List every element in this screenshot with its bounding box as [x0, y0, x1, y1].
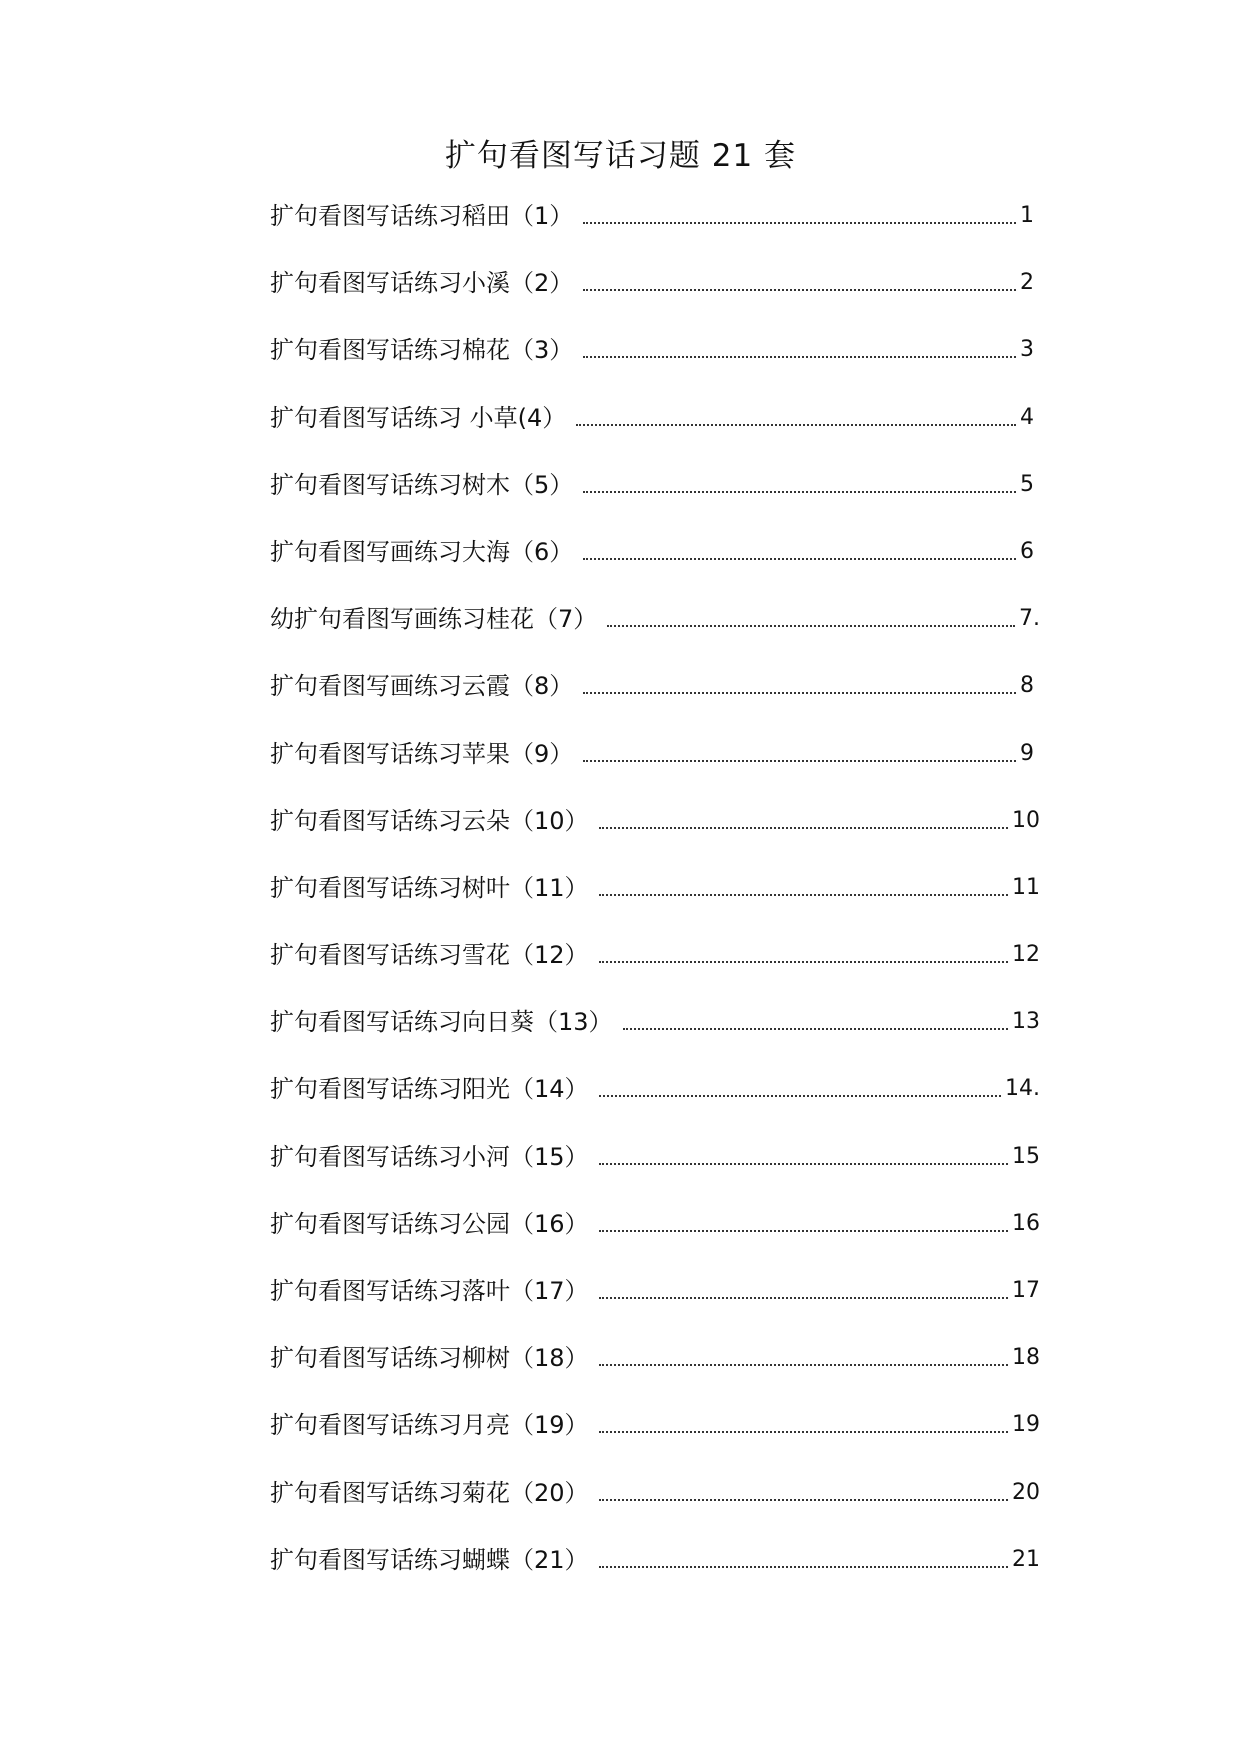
toc-entry-page: 17: [1012, 1278, 1040, 1303]
page-title: 扩句看图写话习题 21 套: [444, 138, 797, 174]
toc-entry: [270, 1544, 1040, 1611]
toc-entry: [270, 1342, 1040, 1409]
toc-entry-page: 2: [1020, 270, 1034, 296]
toc-entry: [270, 872, 1040, 939]
toc-leader-dots: [623, 1006, 1008, 1030]
table-of-contents: [270, 200, 1040, 1611]
toc-leader-dots: [583, 670, 1016, 694]
toc-entry: [270, 738, 1040, 805]
toc-entry-label: 扩句看图写话练习苹果（9）: [270, 739, 574, 768]
toc-entry-label: 扩句看图写话练习棉花（3）: [270, 336, 574, 365]
toc-entry-label: 扩句看图写话练习小河（15）: [270, 1142, 589, 1171]
toc-leader-dots: [583, 738, 1016, 762]
toc-entry-page: 1: [1020, 203, 1034, 228]
toc-leader-dots: [599, 1409, 1008, 1433]
toc-entry-page: 3: [1020, 337, 1034, 363]
toc-entry: [270, 1141, 1040, 1208]
toc-entry: [270, 603, 1040, 670]
toc-entry-page: 10: [1012, 807, 1040, 833]
toc-entry-label: 扩句看图写画练习云霞（8）: [270, 672, 574, 701]
toc-entry-label: 扩句看图写话练习向日葵（13）: [270, 1008, 613, 1037]
toc-entry: [270, 1275, 1040, 1342]
toc-entry-page: 6: [1020, 538, 1034, 564]
toc-entry: [270, 334, 1040, 401]
toc-entry-page: 16: [1012, 1210, 1040, 1236]
toc-entry-page: 8: [1020, 673, 1034, 699]
toc-entry-label: 扩句看图写画练习大海（6）: [270, 537, 574, 566]
toc-entry: [270, 805, 1040, 872]
toc-entry-page: 20: [1012, 1479, 1040, 1505]
toc-entry-page: 12: [1012, 942, 1040, 968]
toc-leader-dots: [599, 805, 1008, 829]
toc-leader-dots: [583, 536, 1016, 560]
toc-entry-label: 扩句看图写话练习落叶（17）: [270, 1277, 589, 1305]
toc-entry-page: 9: [1020, 740, 1034, 766]
toc-leader-dots: [599, 872, 1008, 896]
toc-entry: [270, 402, 1040, 469]
toc-leader-dots: [599, 939, 1008, 963]
toc-leader-dots: [599, 1275, 1008, 1299]
toc-leader-dots: [599, 1477, 1008, 1501]
toc-entry: [270, 1208, 1040, 1275]
toc-entry-page: 19: [1012, 1412, 1040, 1438]
toc-entry-label: 扩句看图写话练习树木（5）: [270, 470, 574, 499]
toc-leader-dots: [599, 1073, 1001, 1097]
toc-entry-label: 扩句看图写话练习 小草(4）: [270, 403, 567, 432]
toc-entry-label: 幼扩句看图写画练习桂花（7）: [270, 605, 598, 634]
toc-entry-page: 15: [1012, 1143, 1040, 1169]
toc-entry-label: 扩句看图写话练习阳光（14）: [270, 1075, 589, 1104]
toc-leader-dots: [599, 1141, 1008, 1165]
toc-leader-dots: [599, 1208, 1008, 1232]
toc-entry-page: 5: [1020, 471, 1034, 497]
toc-entry: [270, 267, 1040, 334]
toc-entry-page: 13: [1012, 1009, 1040, 1035]
toc-entry: [270, 670, 1040, 737]
toc-entry-label: 扩句看图写话练习公园（16）: [270, 1209, 589, 1238]
toc-entry-label: 扩句看图写话练习稻田（1）: [270, 202, 574, 230]
toc-entry-label: 扩句看图写话练习菊花（20）: [270, 1478, 589, 1507]
toc-entry: [270, 1006, 1040, 1073]
toc-entry-page: 18: [1012, 1345, 1040, 1371]
toc-leader-dots: [583, 334, 1016, 358]
toc-entry-page: 21: [1012, 1546, 1040, 1572]
toc-entry-label: 扩句看图写话练习云朵（10）: [270, 806, 589, 835]
toc-entry: [270, 200, 1040, 267]
toc-entry-label: 扩句看图写话练习小溪（2）: [270, 269, 574, 298]
toc-entry: [270, 1477, 1040, 1544]
toc-entry-label: 扩句看图写话练习柳树（18）: [270, 1344, 589, 1373]
toc-entry-label: 扩句看图写话练习月亮（19）: [270, 1411, 589, 1440]
toc-leader-dots: [599, 1342, 1008, 1366]
toc-entry-label: 扩句看图写话练习蝴蝶（21）: [270, 1545, 589, 1574]
toc-entry-page: 7.: [1019, 606, 1040, 632]
toc-leader-dots: [576, 402, 1016, 426]
toc-entry-label: 扩句看图写话练习雪花（12）: [270, 941, 589, 970]
toc-entry-page: 4: [1020, 404, 1034, 430]
toc-entry: [270, 1409, 1040, 1476]
toc-leader-dots: [599, 1544, 1008, 1568]
toc-entry: [270, 939, 1040, 1006]
toc-leader-dots: [607, 603, 1015, 627]
toc-entry: [270, 469, 1040, 536]
toc-entry-page: 11: [1012, 874, 1040, 900]
toc-entry-page: 14.: [1005, 1076, 1040, 1102]
toc-entry: [270, 536, 1040, 603]
toc-entry: [270, 1073, 1040, 1140]
toc-leader-dots: [583, 200, 1016, 224]
toc-leader-dots: [583, 267, 1016, 291]
toc-entry-label: 扩句看图写话练习树叶（11）: [270, 873, 589, 902]
toc-leader-dots: [583, 469, 1016, 493]
